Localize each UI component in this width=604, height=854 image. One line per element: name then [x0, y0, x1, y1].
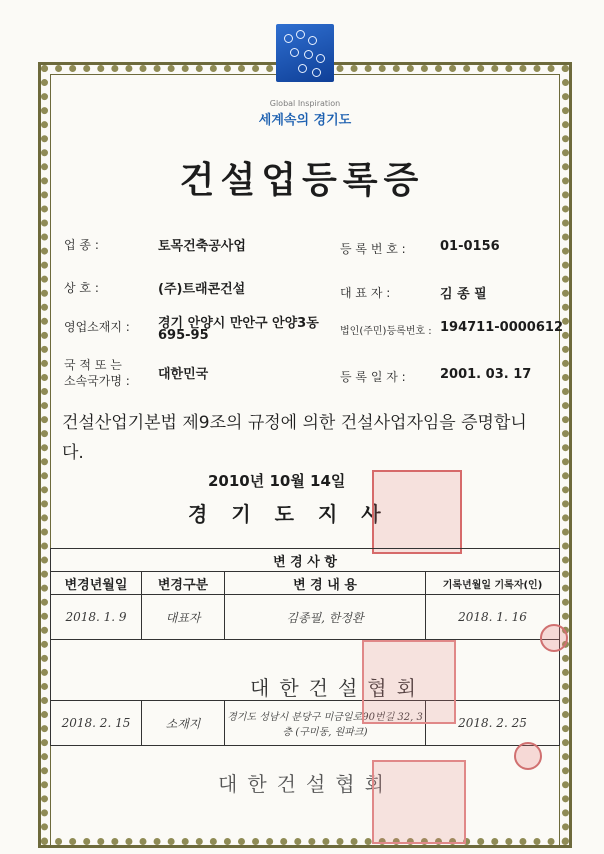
- trade-name-value: (주)트래콘건설: [158, 282, 246, 297]
- nationality-label-line2: 소속국가명 :: [64, 374, 130, 388]
- nationality-value: 대한민국: [158, 367, 209, 382]
- cell-content: 김종필, 한정환: [225, 595, 426, 640]
- cell-record-date: 2018. 1. 16: [426, 595, 560, 640]
- business-type-value: 토목건축공사업: [158, 239, 246, 254]
- governor-seal: [372, 470, 462, 554]
- cell-type: 소재지: [142, 701, 225, 746]
- table-row: [51, 595, 560, 640]
- reg-no-value: 01-0156: [440, 239, 500, 254]
- logo-tagline: Global Inspiration: [269, 99, 341, 108]
- cell-type: 대표자: [142, 595, 225, 640]
- cell-record-date: 2018. 2. 25: [426, 701, 560, 746]
- reg-date-label: 등 록 일 자 :: [340, 370, 406, 384]
- logo-icon: [276, 24, 334, 82]
- table-row: [51, 701, 560, 746]
- association-seal: [362, 640, 456, 724]
- office-value-line1: 경기 안양시 만안구 안양3동: [158, 316, 319, 331]
- certification-text: 건설산업기본법 제9조의 규정에 의한 건설사업자임을 증명합니다.: [62, 413, 527, 463]
- representative-value: 김 종 필: [440, 287, 487, 302]
- cell-content: 경기도 성남시 분당구 미금일로90번길 32, 3층 (구미동, 원파크): [225, 701, 426, 746]
- col-recorder: 기록년월일 기록자(인): [426, 572, 560, 595]
- recorder-stamp: [540, 624, 568, 652]
- nationality-label-line1: 국 적 또 는: [64, 358, 122, 372]
- col-change-type: 변경구분: [142, 572, 225, 595]
- association-seal-2: [372, 760, 466, 844]
- representative-label: 대 표 자 :: [340, 286, 391, 300]
- reg-date-value: 2001. 03. 17: [440, 367, 532, 382]
- corp-no-label: 법인(주민)등록번호 :: [340, 326, 432, 337]
- change-history-table: [50, 548, 560, 746]
- trade-name-label: 상 호 :: [64, 281, 99, 295]
- office-label: 영업소재지 :: [64, 320, 130, 334]
- issuer: 경기도지사: [188, 502, 405, 526]
- business-type-label: 업 종 :: [64, 238, 99, 252]
- col-change-date: 변경년월일: [51, 572, 142, 595]
- document-title: 건설업등록증: [179, 159, 425, 201]
- gyeonggi-logo: [270, 24, 340, 82]
- issue-date: 2010년 10월 14일: [208, 472, 346, 490]
- cell-date: 2018. 2. 15: [51, 701, 142, 746]
- association-name: 대한건설협회: [250, 676, 426, 700]
- col-change-content: 변 경 내 용: [225, 572, 426, 595]
- logo-name: 세계속의 경기도: [258, 113, 352, 128]
- corp-no-value: 194711-0000612: [440, 320, 563, 335]
- reg-no-label: 등 록 번 호 :: [340, 242, 406, 256]
- office-value-line2: 695-95: [158, 328, 209, 343]
- association-name-2: 대한건설협회: [218, 772, 394, 796]
- change-table-header: 변 경 사 항: [51, 549, 560, 572]
- recorder-stamp-2: [514, 742, 542, 770]
- cell-date: 2018. 1. 9: [51, 595, 142, 640]
